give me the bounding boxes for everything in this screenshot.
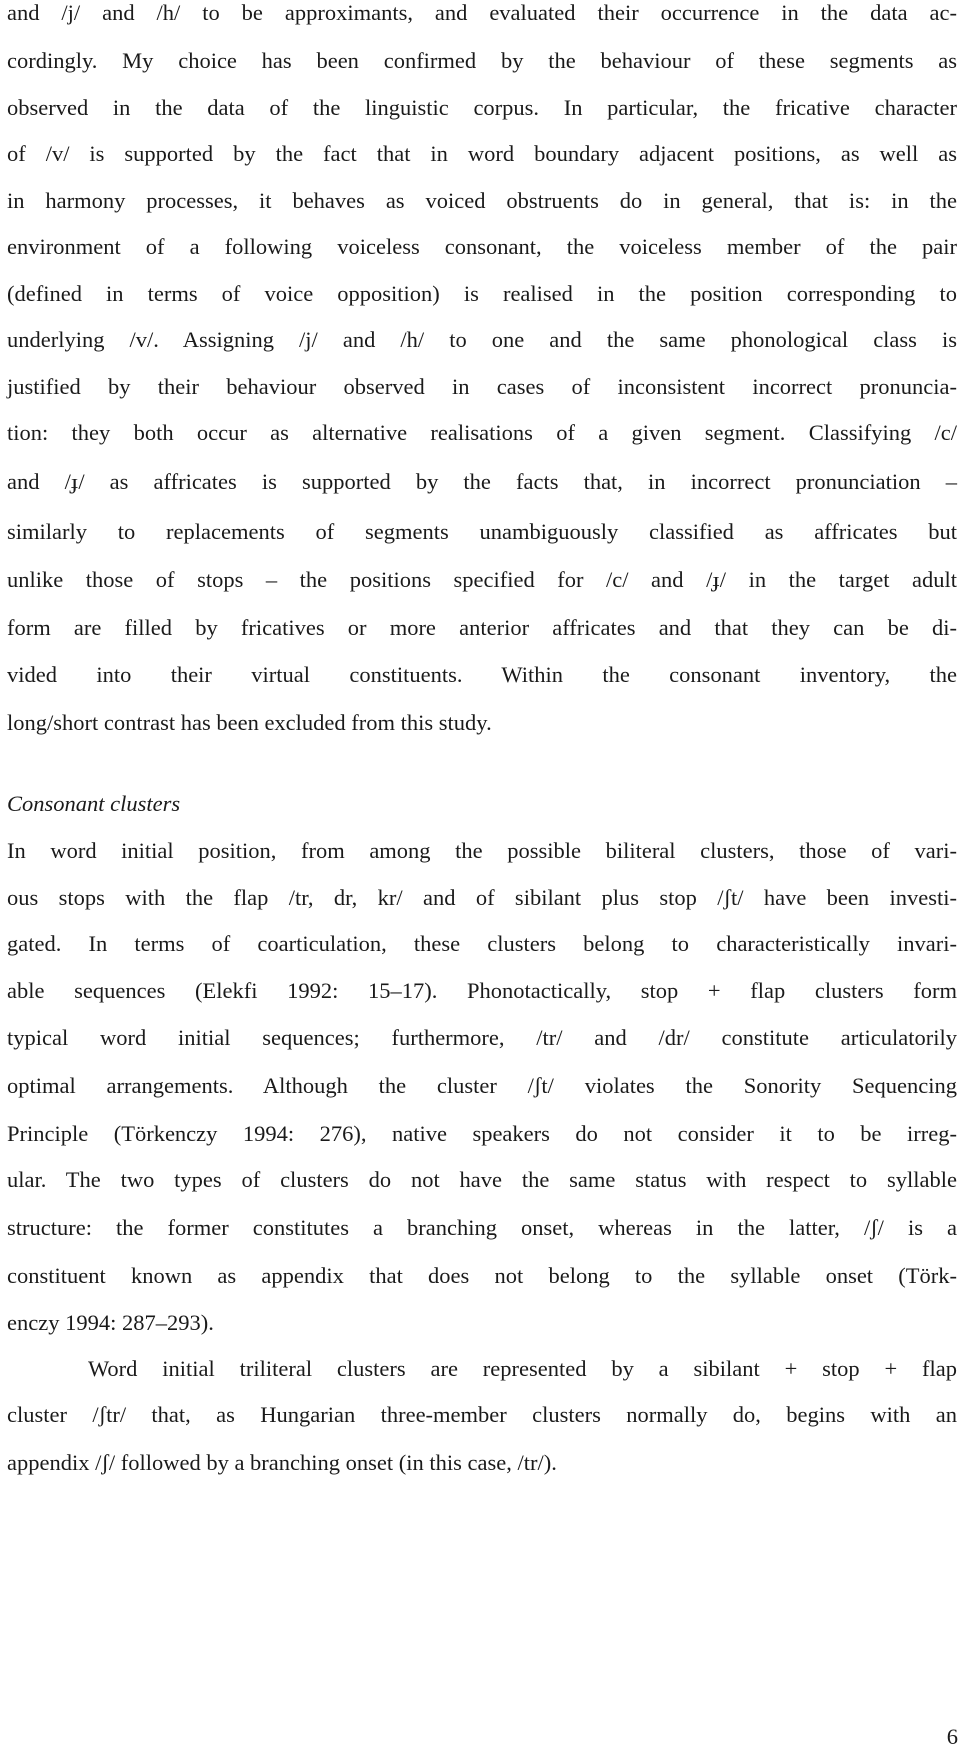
text-line: enczy 1994: 287–293). — [7, 1310, 214, 1335]
text-line: of /v/ is supported by the fact that in word boundary adjacent positions, as well as — [7, 141, 957, 166]
text-line: in harmony processes, it behaves as voiced obstruents do in general, that is: in the — [7, 188, 957, 213]
text-line: (defined in terms of voice opposition) is realised in the position corresponding to — [7, 281, 957, 306]
text-line: vided into their virtual constituents. Within the consonant inventory, the — [7, 662, 957, 687]
text-line: gated. In terms of coarticulation, these clusters belong to characteristically invari- — [7, 931, 957, 956]
section-heading: Consonant clusters — [7, 791, 181, 816]
text-line: typical word initial sequences; furthermore, /tr/ and /dr/ constitute articulatorily — [7, 1025, 957, 1050]
text-line: underlying /v/. Assigning /j/ and /h/ to one and the same phonological class is — [7, 327, 957, 352]
text-line: and /ɟ/ as affricates is supported by the facts that, in incorrect pronunciation – — [7, 469, 957, 494]
text-line: structure: the former constitutes a branching onset, whereas in the latter, /ʃ/ is a — [7, 1215, 957, 1240]
text-line: form are filled by fricatives or more anterior affricates and that they can be di- — [7, 615, 957, 640]
text-line: appendix /ʃ/ followed by a branching onset (in this case, /tr/). — [7, 1450, 557, 1475]
text-line: cluster /ʃtr/ that, as Hungarian three-member clusters normally do, begins with an — [7, 1402, 957, 1427]
text-line: similarly to replacements of segments unambiguously classified as affricates but — [7, 519, 957, 544]
text-line: Principle (Törkenczy 1994: 276), native speakers do not consider it to be irreg- — [7, 1121, 957, 1146]
text-line: optimal arrangements. Although the cluster /ʃt/ violates the Sonority Sequencing — [7, 1073, 957, 1098]
text-line: environment of a following voiceless consonant, the voiceless member of the pair — [7, 234, 957, 259]
text-line: tion: they both occur as alternative realisations of a given segment. Classifying /c/ — [7, 420, 957, 445]
text-line: cordingly. My choice has been confirmed by the behaviour of these segments as — [7, 48, 957, 73]
text-line: ous stops with the flap /tr, dr, kr/ and of sibilant plus stop /ʃt/ have been investi- — [7, 885, 957, 910]
text-line: justified by their behaviour observed in cases of inconsistent incorrect pronuncia- — [7, 374, 957, 399]
text-line: able sequences (Elekfi 1992: 15–17). Phonotactically, stop + flap clusters form — [7, 978, 957, 1003]
text-line: long/short contrast has been excluded from this study. — [7, 710, 492, 735]
text-line: Word initial triliteral clusters are represented by a sibilant + stop + flap — [88, 1356, 957, 1381]
text-line: observed in the data of the linguistic corpus. In particular, the fricative character — [7, 95, 957, 120]
text-line: and /j/ and /h/ to be approximants, and evaluated their occurrence in the data ac- — [7, 0, 957, 25]
text-line: In word initial position, from among the possible biliteral clusters, those of vari- — [7, 838, 957, 863]
text-line: constituent known as appendix that does not belong to the syllable onset (Törk- — [7, 1263, 957, 1288]
page-number: 6 — [946, 1724, 958, 1749]
text-line: unlike those of stops – the positions specified for /c/ and /ɟ/ in the target adult — [7, 567, 957, 592]
text-line: ular. The two types of clusters do not have the same status with respect to syllable — [7, 1167, 957, 1192]
